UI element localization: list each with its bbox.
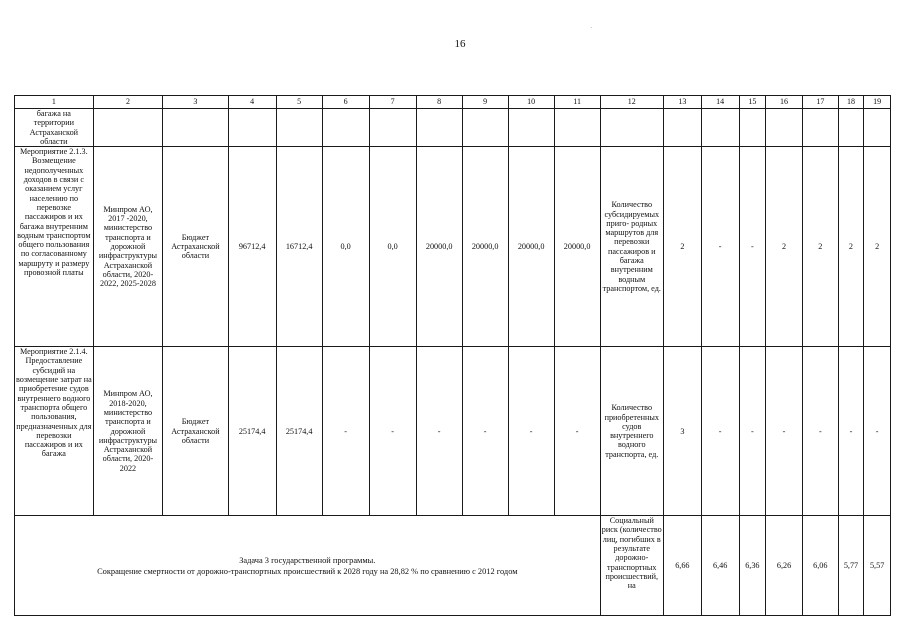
- funding-value-cell: -: [462, 347, 508, 516]
- target-value-cell: 2: [802, 147, 838, 347]
- col-number: 10: [508, 96, 554, 109]
- col-number: 15: [739, 96, 766, 109]
- activity-row-2-1-3: [15, 147, 891, 347]
- target-value-cell: 6,26: [766, 516, 803, 616]
- task-title: Задача 3 государственной программы.: [239, 555, 376, 565]
- indicator-cell: Социальный риск (количество лиц, погибших в результате дорожно-транспортных происшествий, на: [600, 516, 663, 616]
- target-value-cell: 6,06: [802, 516, 838, 616]
- col-number: 9: [462, 96, 508, 109]
- funding-value-cell: 0,0: [322, 147, 369, 347]
- col-number: 5: [276, 96, 322, 109]
- col-number: 11: [554, 96, 600, 109]
- col-number: 18: [838, 96, 864, 109]
- funding-value-cell: -: [416, 347, 462, 516]
- target-value-cell: -: [739, 147, 766, 347]
- funding-value-cell: -: [508, 347, 554, 516]
- funding-value-cell: 20000,0: [508, 147, 554, 347]
- funding-value-cell: 20000,0: [416, 147, 462, 347]
- funding-value-cell: 25174,4: [276, 347, 322, 516]
- col-number: 1: [15, 96, 94, 109]
- col-number: 19: [864, 96, 891, 109]
- funding-value-cell: 20000,0: [462, 147, 508, 347]
- funding-value-cell: 16712,4: [276, 147, 322, 347]
- target-value-cell: -: [864, 347, 891, 516]
- funding-value-cell: 25174,4: [228, 347, 276, 516]
- col-number: 12: [600, 96, 663, 109]
- scan-speck: ·: [590, 24, 593, 32]
- executor-cell: Минпром АО, 2017 -2020, министерство транспорта и дорожной инфраструктуры Астраханской области, 2020-2022, 2025-2028: [93, 147, 163, 347]
- col-number: 4: [228, 96, 276, 109]
- target-value-cell: -: [802, 347, 838, 516]
- target-value-cell: 2: [766, 147, 803, 347]
- target-value-cell: -: [701, 147, 739, 347]
- col-number: 16: [766, 96, 803, 109]
- col-number: 6: [322, 96, 369, 109]
- activity-row-2-1-4: [15, 347, 891, 516]
- funding-value-cell: -: [322, 347, 369, 516]
- funding-value-cell: -: [554, 347, 600, 516]
- funding-value-cell: 0,0: [369, 147, 416, 347]
- activity-name-cell: Мероприятие 2.1.3. Возмещение недополученных доходов в связи с оказанием услуг населению по перевозке пассажиров и их багажа внутренним водным транспортом общего пользования по согласованному маршруту и размеру провозной платы: [15, 147, 94, 347]
- col-number: 7: [369, 96, 416, 109]
- activity-name-cell: багажа на территории Астраханской области: [15, 109, 94, 147]
- col-number: 13: [663, 96, 701, 109]
- target-value-cell: 6,66: [663, 516, 701, 616]
- target-value-cell: 5,57: [864, 516, 891, 616]
- col-number: 17: [802, 96, 838, 109]
- program-table: [14, 95, 891, 616]
- page-number: 16: [454, 38, 466, 50]
- target-value-cell: 6,36: [739, 516, 766, 616]
- funding-source-cell: Бюджет Астраханской области: [163, 147, 228, 347]
- target-value-cell: -: [701, 347, 739, 516]
- funding-value-cell: -: [369, 347, 416, 516]
- indicator-cell: Количество субсидируемых приго- родных маршрутов для перевозки пассажиров и багажа внутренним водным транспортом, ед.: [600, 147, 663, 347]
- funding-value-cell: 20000,0: [554, 147, 600, 347]
- col-number: 3: [163, 96, 228, 109]
- col-number: 14: [701, 96, 739, 109]
- continuation-row: [15, 109, 891, 147]
- funding-value-cell: 96712,4: [228, 147, 276, 347]
- target-value-cell: 2: [663, 147, 701, 347]
- executor-cell: Минпром АО, 2018-2020, министерство транспорта и дорожной инфраструктуры Астраханской области, 2020-2022: [93, 347, 163, 516]
- task-3-row: [15, 516, 891, 616]
- col-number: 2: [93, 96, 163, 109]
- task-subtitle: Сокращение смертности от дорожно-транспортных происшествий к 2028 году на 28,82 % по сравнению с 2012 годом: [97, 566, 518, 576]
- target-value-cell: -: [766, 347, 803, 516]
- col-number: 8: [416, 96, 462, 109]
- task-heading-cell: [15, 516, 601, 616]
- target-value-cell: 2: [838, 147, 864, 347]
- target-value-cell: 2: [864, 147, 891, 347]
- column-number-row: [15, 96, 891, 109]
- activity-name-cell: Мероприятие 2.1.4. Предоставление субсидий на возмещение затрат на приобретение судов внутреннего водного транспорта общего пользования, предназначенных для перевозки пассажиров и их багажа: [15, 347, 94, 516]
- target-value-cell: 5,77: [838, 516, 864, 616]
- target-value-cell: -: [739, 347, 766, 516]
- target-value-cell: 6,46: [701, 516, 739, 616]
- funding-source-cell: Бюджет Астраханской области: [163, 347, 228, 516]
- target-value-cell: 3: [663, 347, 701, 516]
- indicator-cell: Количество приобретенных судов внутреннего водного транспорта, ед.: [600, 347, 663, 516]
- target-value-cell: -: [838, 347, 864, 516]
